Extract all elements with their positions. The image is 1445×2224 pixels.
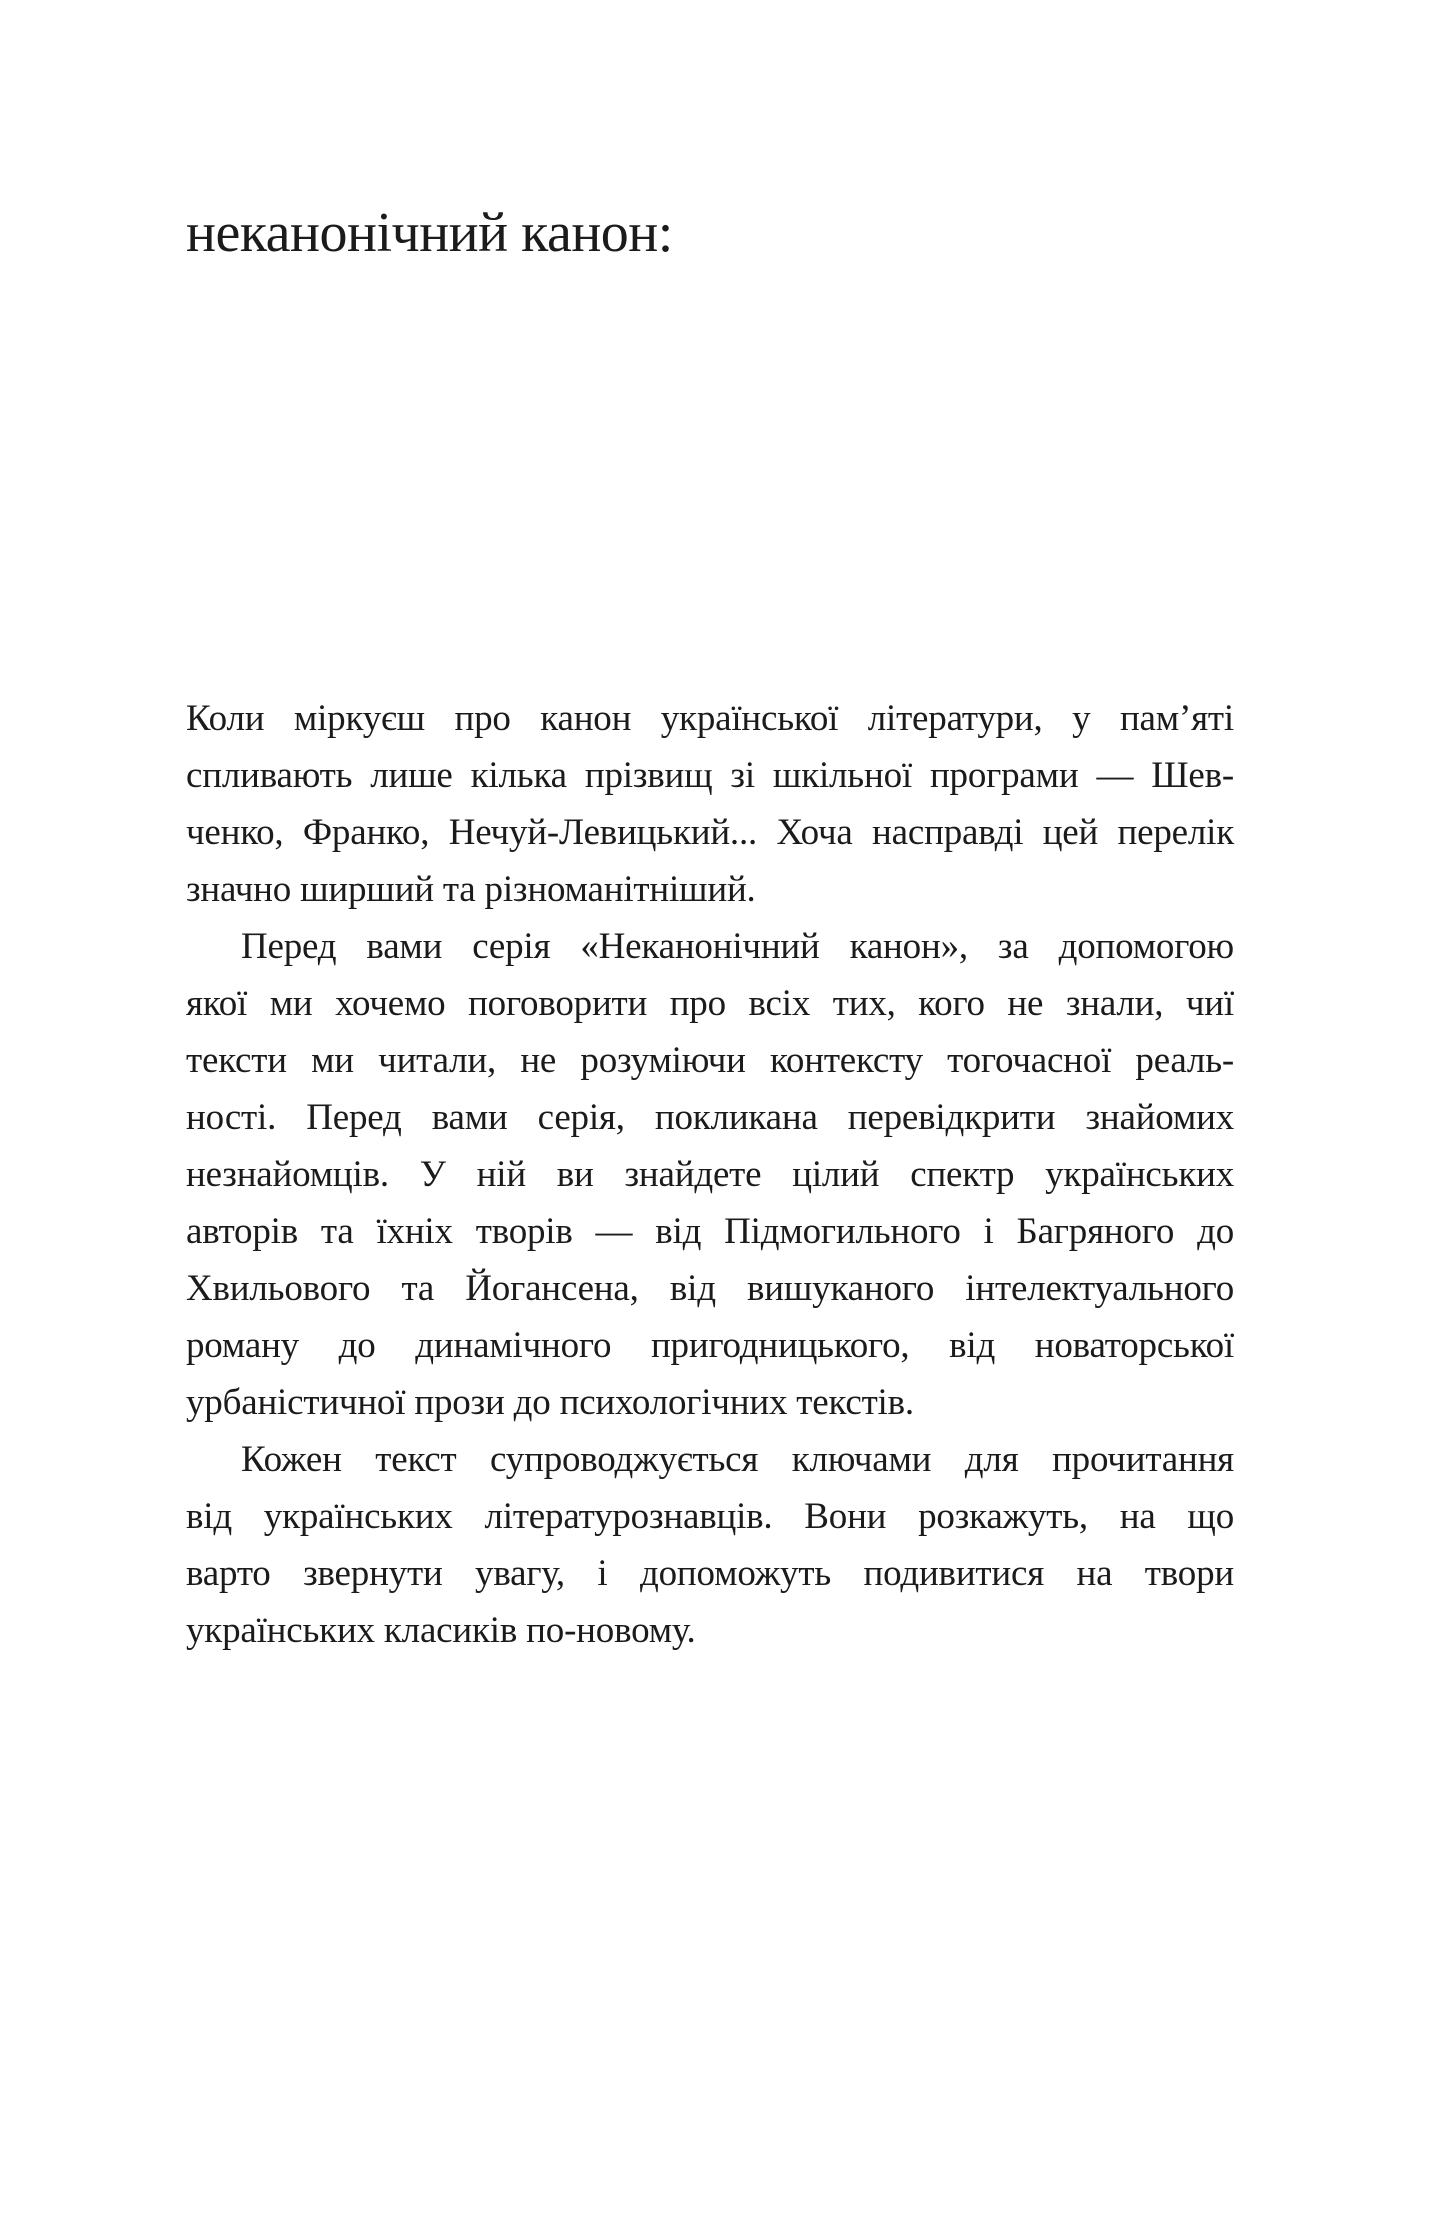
text-line: Хвильового та Йогансена, від вишуканого інтелектуального bbox=[186, 1268, 1234, 1309]
text-line: авторів та їхніх творів — від Підмогильного і Багряного до bbox=[186, 1211, 1234, 1252]
text-line: роману до динамічного пригодницького, від новаторської bbox=[186, 1325, 1234, 1366]
text-line: від українських літературознавців. Вони розкажуть, на що bbox=[186, 1496, 1234, 1537]
text-line: Кожен текст супроводжується ключами для прочитання bbox=[241, 1439, 1234, 1480]
text-line: незнайомців. У ній ви знайдете цілий спектр українських bbox=[186, 1154, 1234, 1195]
series-title: неканонічний канон: bbox=[186, 201, 673, 264]
text-line: тексти ми читали, не розуміючи контексту тогочасної реаль- bbox=[186, 1040, 1234, 1081]
text-line: ності. Перед вами серія, покликана перевідкрити знайомих bbox=[186, 1097, 1234, 1138]
text-line: українських класиків по-новому. bbox=[186, 1610, 696, 1651]
text-line: значно ширший та різноманітніший. bbox=[186, 869, 756, 910]
text-line: якої ми хочемо поговорити про всіх тих, кого не знали, чиї bbox=[186, 983, 1234, 1024]
text-line: спливають лише кілька прізвищ зі шкільної програми — Шев- bbox=[186, 755, 1234, 796]
text-line: Перед вами серія «Неканонічний канон», за допомогою bbox=[241, 926, 1234, 967]
text-line: Коли міркуєш про канон української літератури, у пам’яті bbox=[186, 698, 1234, 739]
text-line: варто звернути увагу, і допоможуть подивитися на твори bbox=[186, 1553, 1234, 1594]
text-line: ченко, Франко, Нечуй-Левицький... Хоча насправді цей перелік bbox=[186, 812, 1234, 853]
text-line: урбаністичної прози до психологічних текстів. bbox=[186, 1382, 914, 1423]
body-text bbox=[186, 690, 1234, 1659]
